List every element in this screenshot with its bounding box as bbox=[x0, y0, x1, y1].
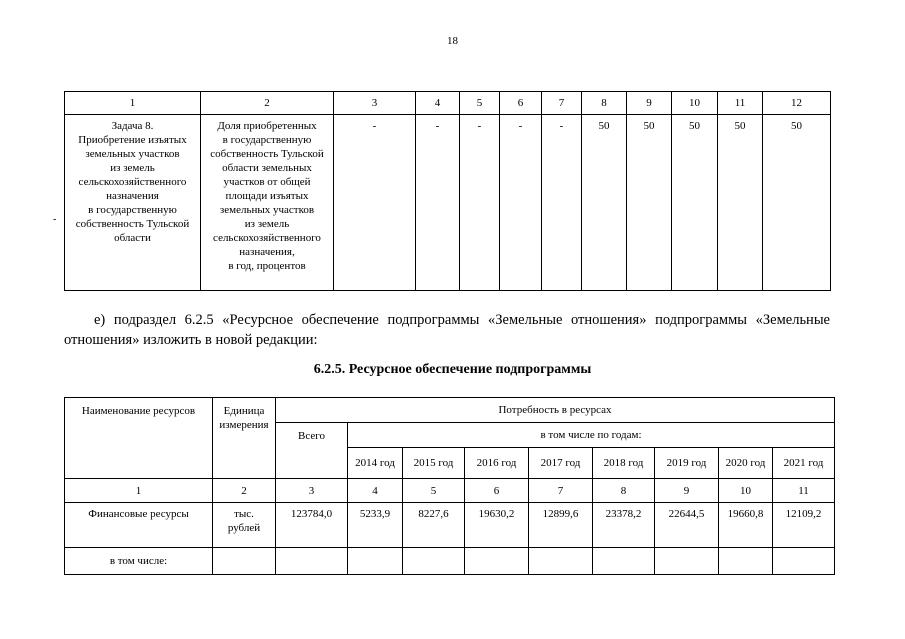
table1-header-cell: 7 bbox=[542, 92, 582, 115]
empty-cell bbox=[719, 548, 773, 575]
resource-table bbox=[64, 397, 835, 575]
table1-value-cell: - bbox=[500, 115, 542, 291]
finance-year-value: 23378,2 bbox=[593, 503, 655, 548]
column-number: 2 bbox=[213, 479, 276, 503]
finance-year-value: 12899,6 bbox=[529, 503, 593, 548]
column-number: 8 bbox=[593, 479, 655, 503]
amendment-paragraph: е) подраздел 6.2.5 «Ресурсное обеспечение подпрограммы «Земельные отношения» подпрограммы «Земельные отношения» изложить в новой редакции: bbox=[64, 312, 830, 348]
column-number: 6 bbox=[465, 479, 529, 503]
section-heading: 6.2.5. Ресурсное обеспечение подпрограммы bbox=[313, 362, 592, 377]
column-number: 7 bbox=[529, 479, 593, 503]
including-label: в том числе: bbox=[65, 548, 213, 575]
table1-header-cell: 3 bbox=[334, 92, 416, 115]
table1-value-cell: 50 bbox=[627, 115, 672, 291]
header-resources: Наименование ресурсов bbox=[65, 398, 213, 479]
empty-cell bbox=[403, 548, 465, 575]
indicator-description: Доля приобретенных в государственную собственность Тульской области земельных участков от общей площади изъятых земельных участков из земель сельскохозяйственного назначения, в год, процентов bbox=[201, 115, 334, 291]
header-by-years: в том числе по годам: bbox=[348, 423, 835, 448]
table1-value-cell: 50 bbox=[582, 115, 627, 291]
year-header: 2016 год bbox=[465, 448, 529, 479]
header-unit: Единица измерения bbox=[213, 398, 276, 479]
year-header: 2015 год bbox=[403, 448, 465, 479]
page-number: 18 bbox=[447, 35, 458, 47]
finance-year-value: 12109,2 bbox=[773, 503, 835, 548]
column-number: 10 bbox=[719, 479, 773, 503]
empty-cell bbox=[465, 548, 529, 575]
year-header: 2021 год bbox=[773, 448, 835, 479]
table1-header-cell: 11 bbox=[718, 92, 763, 115]
empty-cell bbox=[529, 548, 593, 575]
header-total: Всего bbox=[276, 423, 348, 479]
finance-row bbox=[65, 503, 835, 548]
empty-cell bbox=[213, 548, 276, 575]
column-number: 4 bbox=[348, 479, 403, 503]
empty-cell bbox=[276, 548, 348, 575]
empty-cell bbox=[655, 548, 719, 575]
table1-header-cell: 5 bbox=[460, 92, 500, 115]
table1-header-cell: 10 bbox=[672, 92, 718, 115]
table1-header-cell: 4 bbox=[416, 92, 460, 115]
table1-value-cell: - bbox=[460, 115, 500, 291]
finance-year-value: 22644,5 bbox=[655, 503, 719, 548]
table1-header-cell: 2 bbox=[201, 92, 334, 115]
column-number: 3 bbox=[276, 479, 348, 503]
column-number: 11 bbox=[773, 479, 835, 503]
finance-total: 123784,0 bbox=[276, 503, 348, 548]
finance-year-value: 19630,2 bbox=[465, 503, 529, 548]
table1-header-cell: 12 bbox=[763, 92, 831, 115]
margin-mark: - bbox=[53, 214, 57, 225]
including-row bbox=[65, 548, 835, 575]
empty-cell bbox=[773, 548, 835, 575]
table1-value-cell: 50 bbox=[672, 115, 718, 291]
empty-cell bbox=[348, 548, 403, 575]
year-header: 2020 год bbox=[719, 448, 773, 479]
year-header: 2014 год bbox=[348, 448, 403, 479]
column-number: 5 bbox=[403, 479, 465, 503]
table1-header-row bbox=[65, 92, 831, 115]
empty-cell bbox=[593, 548, 655, 575]
indicator-table bbox=[64, 91, 831, 291]
column-number-row bbox=[65, 479, 835, 503]
table1-value-cell: - bbox=[542, 115, 582, 291]
finance-unit: тыс. рублей bbox=[213, 503, 276, 548]
table1-task-row bbox=[65, 115, 831, 291]
table1-header-cell: 9 bbox=[627, 92, 672, 115]
column-number: 1 bbox=[65, 479, 213, 503]
year-header: 2019 год bbox=[655, 448, 719, 479]
table1-value-cell: - bbox=[334, 115, 416, 291]
finance-name: Финансовые ресурсы bbox=[65, 503, 213, 548]
year-header: 2017 год bbox=[529, 448, 593, 479]
table1-value-cell: 50 bbox=[718, 115, 763, 291]
table1-header-cell: 6 bbox=[500, 92, 542, 115]
table1-value-cell: - bbox=[416, 115, 460, 291]
year-header: 2018 год bbox=[593, 448, 655, 479]
finance-year-value: 8227,6 bbox=[403, 503, 465, 548]
finance-year-value: 19660,8 bbox=[719, 503, 773, 548]
column-number: 9 bbox=[655, 479, 719, 503]
table1-header-cell: 1 bbox=[65, 92, 201, 115]
table1-header-cell: 8 bbox=[582, 92, 627, 115]
header-need: Потребность в ресурсах bbox=[276, 398, 835, 423]
finance-year-value: 5233,9 bbox=[348, 503, 403, 548]
task-description: Задача 8. Приобретение изъятых земельных участков из земель сельскохозяйственного назначения в государственную собственность Тульской области bbox=[65, 115, 201, 291]
table1-value-cell: 50 bbox=[763, 115, 831, 291]
